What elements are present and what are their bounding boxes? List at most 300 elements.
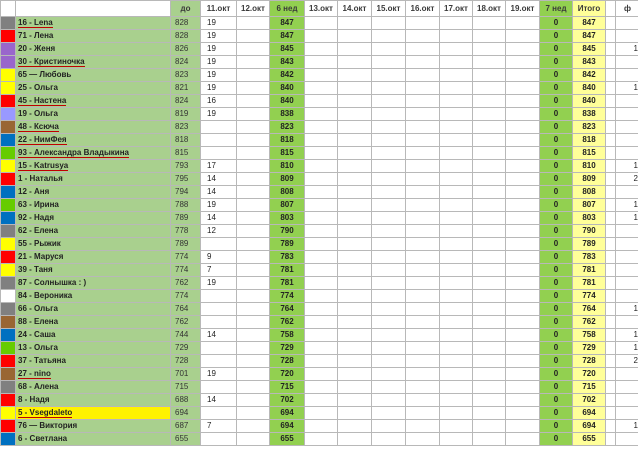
- oct11-value-cell[interactable]: [201, 121, 237, 134]
- oct11-value-cell[interactable]: 14: [201, 173, 237, 186]
- oct13-value-cell[interactable]: [305, 186, 338, 199]
- oct14-value-cell[interactable]: [338, 173, 372, 186]
- extra-value-cell[interactable]: [616, 433, 638, 446]
- oct13-value-cell[interactable]: [305, 173, 338, 186]
- week7-value-cell[interactable]: 0: [540, 433, 573, 446]
- oct17-value-cell[interactable]: [440, 290, 473, 303]
- oct13-value-cell[interactable]: [305, 251, 338, 264]
- oct13-value-cell[interactable]: [305, 147, 338, 160]
- do-value-cell[interactable]: 728: [171, 355, 201, 368]
- week6-value-cell[interactable]: 847: [270, 17, 305, 30]
- oct19-value-cell[interactable]: [506, 264, 540, 277]
- oct12-value-cell[interactable]: [237, 69, 270, 82]
- oct13-value-cell[interactable]: [305, 433, 338, 446]
- oct11-value-cell[interactable]: 19: [201, 368, 237, 381]
- oct18-value-cell[interactable]: [473, 433, 506, 446]
- oct13-value-cell[interactable]: [305, 407, 338, 420]
- oct19-value-cell[interactable]: [506, 303, 540, 316]
- total-value-cell[interactable]: 729: [573, 342, 606, 355]
- oct17-value-cell[interactable]: [440, 69, 473, 82]
- oct19-value-cell[interactable]: [506, 238, 540, 251]
- oct18-value-cell[interactable]: [473, 355, 506, 368]
- oct19-value-cell[interactable]: [506, 121, 540, 134]
- oct18-value-cell[interactable]: [473, 368, 506, 381]
- oct16-value-cell[interactable]: [406, 147, 440, 160]
- participant-name-cell[interactable]: [16, 56, 171, 69]
- oct16-value-cell[interactable]: [406, 381, 440, 394]
- oct18-value-cell[interactable]: [473, 394, 506, 407]
- oct13-value-cell[interactable]: [305, 108, 338, 121]
- week6-value-cell[interactable]: 823: [270, 121, 305, 134]
- week6-value-cell[interactable]: 803: [270, 212, 305, 225]
- extra-value-cell[interactable]: [616, 277, 638, 290]
- oct17-value-cell[interactable]: [440, 173, 473, 186]
- oct18-value-cell[interactable]: [473, 342, 506, 355]
- participant-name-cell[interactable]: [16, 368, 171, 381]
- extra-value-cell[interactable]: [616, 95, 638, 108]
- oct16-value-cell[interactable]: [406, 56, 440, 69]
- week6-value-cell[interactable]: 809: [270, 173, 305, 186]
- participant-name-cell[interactable]: [16, 407, 171, 420]
- oct18-value-cell[interactable]: [473, 43, 506, 56]
- week6-value-cell[interactable]: 783: [270, 251, 305, 264]
- oct13-value-cell[interactable]: [305, 17, 338, 30]
- participant-name-cell[interactable]: [16, 225, 171, 238]
- oct12-value-cell[interactable]: [237, 43, 270, 56]
- do-value-cell[interactable]: 824: [171, 95, 201, 108]
- oct15-value-cell[interactable]: [372, 121, 406, 134]
- week7-value-cell[interactable]: 0: [540, 69, 573, 82]
- oct12-value-cell[interactable]: [237, 108, 270, 121]
- oct17-value-cell[interactable]: [440, 277, 473, 290]
- header-oct13[interactable]: 13.окт: [305, 1, 338, 17]
- week7-value-cell[interactable]: 0: [540, 290, 573, 303]
- oct12-value-cell[interactable]: [237, 342, 270, 355]
- week7-value-cell[interactable]: 0: [540, 147, 573, 160]
- oct11-value-cell[interactable]: 19: [201, 108, 237, 121]
- oct19-value-cell[interactable]: [506, 108, 540, 121]
- oct13-value-cell[interactable]: [305, 56, 338, 69]
- total-value-cell[interactable]: 847: [573, 17, 606, 30]
- oct12-value-cell[interactable]: [237, 420, 270, 433]
- extra-value-cell[interactable]: [616, 407, 638, 420]
- oct14-value-cell[interactable]: [338, 329, 372, 342]
- participant-name-cell[interactable]: [16, 238, 171, 251]
- extra-value-cell[interactable]: [616, 316, 638, 329]
- oct15-value-cell[interactable]: [372, 381, 406, 394]
- oct19-value-cell[interactable]: [506, 69, 540, 82]
- color-swatch-cell[interactable]: [1, 69, 16, 82]
- week7-value-cell[interactable]: 0: [540, 407, 573, 420]
- oct11-value-cell[interactable]: 7: [201, 264, 237, 277]
- oct13-value-cell[interactable]: [305, 121, 338, 134]
- oct11-value-cell[interactable]: 19: [201, 277, 237, 290]
- oct16-value-cell[interactable]: [406, 433, 440, 446]
- oct12-value-cell[interactable]: [237, 173, 270, 186]
- week7-value-cell[interactable]: 0: [540, 30, 573, 43]
- total-value-cell[interactable]: 694: [573, 407, 606, 420]
- oct15-value-cell[interactable]: [372, 30, 406, 43]
- oct17-value-cell[interactable]: [440, 251, 473, 264]
- do-value-cell[interactable]: 774: [171, 290, 201, 303]
- oct17-value-cell[interactable]: [440, 342, 473, 355]
- oct19-value-cell[interactable]: [506, 173, 540, 186]
- week7-value-cell[interactable]: 0: [540, 43, 573, 56]
- color-swatch-cell[interactable]: [1, 82, 16, 95]
- oct16-value-cell[interactable]: [406, 173, 440, 186]
- oct13-value-cell[interactable]: [305, 238, 338, 251]
- extra-value-cell[interactable]: [616, 134, 638, 147]
- oct17-value-cell[interactable]: [440, 134, 473, 147]
- total-value-cell[interactable]: 774: [573, 290, 606, 303]
- extra-value-cell[interactable]: [616, 186, 638, 199]
- oct14-value-cell[interactable]: [338, 277, 372, 290]
- oct14-value-cell[interactable]: [338, 160, 372, 173]
- week7-value-cell[interactable]: 0: [540, 355, 573, 368]
- oct14-value-cell[interactable]: [338, 303, 372, 316]
- week7-value-cell[interactable]: 0: [540, 121, 573, 134]
- oct18-value-cell[interactable]: [473, 277, 506, 290]
- do-value-cell[interactable]: 789: [171, 238, 201, 251]
- color-swatch-cell[interactable]: [1, 147, 16, 160]
- extra-value-cell[interactable]: [616, 121, 638, 134]
- oct18-value-cell[interactable]: [473, 186, 506, 199]
- oct16-value-cell[interactable]: [406, 394, 440, 407]
- total-value-cell[interactable]: 810: [573, 160, 606, 173]
- color-swatch-cell[interactable]: [1, 264, 16, 277]
- week7-value-cell[interactable]: 0: [540, 56, 573, 69]
- oct11-value-cell[interactable]: [201, 342, 237, 355]
- oct17-value-cell[interactable]: [440, 95, 473, 108]
- participant-name-cell[interactable]: [16, 160, 171, 173]
- oct14-value-cell[interactable]: [338, 316, 372, 329]
- week6-value-cell[interactable]: 807: [270, 199, 305, 212]
- oct17-value-cell[interactable]: [440, 394, 473, 407]
- oct11-value-cell[interactable]: [201, 407, 237, 420]
- oct16-value-cell[interactable]: [406, 420, 440, 433]
- oct13-value-cell[interactable]: [305, 290, 338, 303]
- oct12-value-cell[interactable]: [237, 30, 270, 43]
- extra-value-cell[interactable]: 2: [616, 355, 638, 368]
- oct13-value-cell[interactable]: [305, 394, 338, 407]
- oct16-value-cell[interactable]: [406, 186, 440, 199]
- oct19-value-cell[interactable]: [506, 17, 540, 30]
- oct17-value-cell[interactable]: [440, 121, 473, 134]
- oct15-value-cell[interactable]: [372, 160, 406, 173]
- oct17-value-cell[interactable]: [440, 82, 473, 95]
- oct15-value-cell[interactable]: [372, 199, 406, 212]
- oct15-value-cell[interactable]: [372, 225, 406, 238]
- oct17-value-cell[interactable]: [440, 160, 473, 173]
- do-value-cell[interactable]: 818: [171, 134, 201, 147]
- participant-name-cell[interactable]: [16, 108, 171, 121]
- oct14-value-cell[interactable]: [338, 264, 372, 277]
- oct17-value-cell[interactable]: [440, 420, 473, 433]
- oct18-value-cell[interactable]: [473, 303, 506, 316]
- header-oct16[interactable]: 16.окт: [406, 1, 440, 17]
- oct13-value-cell[interactable]: [305, 69, 338, 82]
- participant-name-cell[interactable]: [16, 316, 171, 329]
- oct11-value-cell[interactable]: 12: [201, 225, 237, 238]
- header-week6[interactable]: 6 нед: [270, 1, 305, 17]
- oct19-value-cell[interactable]: [506, 277, 540, 290]
- week7-value-cell[interactable]: 0: [540, 95, 573, 108]
- week6-value-cell[interactable]: 789: [270, 238, 305, 251]
- total-value-cell[interactable]: 720: [573, 368, 606, 381]
- do-value-cell[interactable]: 764: [171, 303, 201, 316]
- header-do[interactable]: до: [171, 1, 201, 17]
- extra-value-cell[interactable]: 2: [616, 173, 638, 186]
- oct13-value-cell[interactable]: [305, 160, 338, 173]
- oct19-value-cell[interactable]: [506, 147, 540, 160]
- oct18-value-cell[interactable]: [473, 134, 506, 147]
- do-value-cell[interactable]: 828: [171, 17, 201, 30]
- oct12-value-cell[interactable]: [237, 212, 270, 225]
- oct11-value-cell[interactable]: 19: [201, 17, 237, 30]
- oct14-value-cell[interactable]: [338, 355, 372, 368]
- color-swatch-cell[interactable]: [1, 121, 16, 134]
- oct18-value-cell[interactable]: [473, 264, 506, 277]
- oct18-value-cell[interactable]: [473, 30, 506, 43]
- oct19-value-cell[interactable]: [506, 199, 540, 212]
- oct13-value-cell[interactable]: [305, 420, 338, 433]
- extra-value-cell[interactable]: 1: [616, 43, 638, 56]
- oct19-value-cell[interactable]: [506, 225, 540, 238]
- do-value-cell[interactable]: 694: [171, 407, 201, 420]
- oct15-value-cell[interactable]: [372, 316, 406, 329]
- oct12-value-cell[interactable]: [237, 264, 270, 277]
- extra-value-cell[interactable]: 1: [616, 329, 638, 342]
- oct12-value-cell[interactable]: [237, 394, 270, 407]
- oct14-value-cell[interactable]: [338, 407, 372, 420]
- participant-name-cell[interactable]: [16, 30, 171, 43]
- color-swatch-cell[interactable]: [1, 420, 16, 433]
- week7-value-cell[interactable]: 0: [540, 225, 573, 238]
- oct14-value-cell[interactable]: [338, 56, 372, 69]
- oct19-value-cell[interactable]: [506, 134, 540, 147]
- oct11-value-cell[interactable]: 14: [201, 394, 237, 407]
- color-swatch-cell[interactable]: [1, 186, 16, 199]
- oct17-value-cell[interactable]: [440, 17, 473, 30]
- oct11-value-cell[interactable]: [201, 290, 237, 303]
- oct16-value-cell[interactable]: [406, 303, 440, 316]
- participant-name-cell[interactable]: [16, 69, 171, 82]
- oct15-value-cell[interactable]: [372, 264, 406, 277]
- participant-name-cell[interactable]: [16, 173, 171, 186]
- do-value-cell[interactable]: 715: [171, 381, 201, 394]
- oct12-value-cell[interactable]: [237, 290, 270, 303]
- oct16-value-cell[interactable]: [406, 69, 440, 82]
- extra-value-cell[interactable]: [616, 147, 638, 160]
- oct18-value-cell[interactable]: [473, 238, 506, 251]
- oct16-value-cell[interactable]: [406, 238, 440, 251]
- oct17-value-cell[interactable]: [440, 186, 473, 199]
- week7-value-cell[interactable]: 0: [540, 238, 573, 251]
- oct18-value-cell[interactable]: [473, 160, 506, 173]
- color-swatch-cell[interactable]: [1, 108, 16, 121]
- color-swatch-cell[interactable]: [1, 290, 16, 303]
- oct13-value-cell[interactable]: [305, 30, 338, 43]
- oct14-value-cell[interactable]: [338, 121, 372, 134]
- participant-name-cell[interactable]: [16, 303, 171, 316]
- oct19-value-cell[interactable]: [506, 316, 540, 329]
- week7-value-cell[interactable]: 0: [540, 342, 573, 355]
- oct15-value-cell[interactable]: [372, 329, 406, 342]
- participant-name-cell[interactable]: [16, 329, 171, 342]
- extra-value-cell[interactable]: [616, 394, 638, 407]
- week7-value-cell[interactable]: 0: [540, 199, 573, 212]
- color-swatch-cell[interactable]: [1, 394, 16, 407]
- oct14-value-cell[interactable]: [338, 108, 372, 121]
- do-value-cell[interactable]: 795: [171, 173, 201, 186]
- participant-name-cell[interactable]: [16, 342, 171, 355]
- participant-name-cell[interactable]: [16, 394, 171, 407]
- total-value-cell[interactable]: 762: [573, 316, 606, 329]
- oct15-value-cell[interactable]: [372, 56, 406, 69]
- oct15-value-cell[interactable]: [372, 303, 406, 316]
- header-extra[interactable]: ф: [616, 1, 638, 17]
- total-value-cell[interactable]: 781: [573, 277, 606, 290]
- oct15-value-cell[interactable]: [372, 251, 406, 264]
- oct12-value-cell[interactable]: [237, 134, 270, 147]
- week6-value-cell[interactable]: 838: [270, 108, 305, 121]
- oct11-value-cell[interactable]: 19: [201, 82, 237, 95]
- oct11-value-cell[interactable]: [201, 316, 237, 329]
- oct17-value-cell[interactable]: [440, 433, 473, 446]
- week6-value-cell[interactable]: 847: [270, 30, 305, 43]
- oct15-value-cell[interactable]: [372, 407, 406, 420]
- extra-value-cell[interactable]: [616, 69, 638, 82]
- oct12-value-cell[interactable]: [237, 95, 270, 108]
- participant-name-cell[interactable]: [16, 212, 171, 225]
- week6-value-cell[interactable]: 720: [270, 368, 305, 381]
- extra-value-cell[interactable]: 1: [616, 303, 638, 316]
- participant-name-cell[interactable]: [16, 121, 171, 134]
- oct11-value-cell[interactable]: 9: [201, 251, 237, 264]
- participant-name-cell[interactable]: [16, 251, 171, 264]
- oct16-value-cell[interactable]: [406, 108, 440, 121]
- oct14-value-cell[interactable]: [338, 186, 372, 199]
- total-value-cell[interactable]: 655: [573, 433, 606, 446]
- do-value-cell[interactable]: 687: [171, 420, 201, 433]
- oct19-value-cell[interactable]: [506, 394, 540, 407]
- oct19-value-cell[interactable]: [506, 212, 540, 225]
- color-swatch-cell[interactable]: [1, 433, 16, 446]
- oct14-value-cell[interactable]: [338, 134, 372, 147]
- oct12-value-cell[interactable]: [237, 303, 270, 316]
- extra-value-cell[interactable]: [616, 368, 638, 381]
- color-swatch-cell[interactable]: [1, 355, 16, 368]
- oct17-value-cell[interactable]: [440, 407, 473, 420]
- oct19-value-cell[interactable]: [506, 95, 540, 108]
- participant-name-cell[interactable]: [16, 82, 171, 95]
- oct12-value-cell[interactable]: [237, 225, 270, 238]
- extra-value-cell[interactable]: [616, 290, 638, 303]
- oct16-value-cell[interactable]: [406, 251, 440, 264]
- oct13-value-cell[interactable]: [305, 264, 338, 277]
- week6-value-cell[interactable]: 810: [270, 160, 305, 173]
- oct19-value-cell[interactable]: [506, 407, 540, 420]
- oct14-value-cell[interactable]: [338, 82, 372, 95]
- oct14-value-cell[interactable]: [338, 30, 372, 43]
- week6-value-cell[interactable]: 715: [270, 381, 305, 394]
- week6-value-cell[interactable]: 774: [270, 290, 305, 303]
- oct16-value-cell[interactable]: [406, 121, 440, 134]
- week6-value-cell[interactable]: 694: [270, 407, 305, 420]
- total-value-cell[interactable]: 847: [573, 30, 606, 43]
- oct15-value-cell[interactable]: [372, 186, 406, 199]
- oct16-value-cell[interactable]: [406, 407, 440, 420]
- oct18-value-cell[interactable]: [473, 251, 506, 264]
- oct15-value-cell[interactable]: [372, 82, 406, 95]
- oct15-value-cell[interactable]: [372, 420, 406, 433]
- oct14-value-cell[interactable]: [338, 290, 372, 303]
- week6-value-cell[interactable]: 694: [270, 420, 305, 433]
- oct12-value-cell[interactable]: [237, 56, 270, 69]
- color-swatch-cell[interactable]: [1, 95, 16, 108]
- oct17-value-cell[interactable]: [440, 238, 473, 251]
- oct16-value-cell[interactable]: [406, 199, 440, 212]
- oct12-value-cell[interactable]: [237, 147, 270, 160]
- oct17-value-cell[interactable]: [440, 108, 473, 121]
- oct18-value-cell[interactable]: [473, 290, 506, 303]
- do-value-cell[interactable]: 778: [171, 225, 201, 238]
- extra-value-cell[interactable]: 1: [616, 212, 638, 225]
- oct15-value-cell[interactable]: [372, 173, 406, 186]
- participant-name-cell[interactable]: [16, 43, 171, 56]
- total-value-cell[interactable]: 815: [573, 147, 606, 160]
- oct17-value-cell[interactable]: [440, 381, 473, 394]
- oct19-value-cell[interactable]: [506, 160, 540, 173]
- total-value-cell[interactable]: 818: [573, 134, 606, 147]
- oct12-value-cell[interactable]: [237, 121, 270, 134]
- do-value-cell[interactable]: 815: [171, 147, 201, 160]
- oct15-value-cell[interactable]: [372, 134, 406, 147]
- header-oct15[interactable]: 15.окт: [372, 1, 406, 17]
- color-swatch-cell[interactable]: [1, 251, 16, 264]
- oct11-value-cell[interactable]: 19: [201, 199, 237, 212]
- week7-value-cell[interactable]: 0: [540, 329, 573, 342]
- week6-value-cell[interactable]: 790: [270, 225, 305, 238]
- oct12-value-cell[interactable]: [237, 160, 270, 173]
- oct11-value-cell[interactable]: [201, 303, 237, 316]
- oct16-value-cell[interactable]: [406, 355, 440, 368]
- week7-value-cell[interactable]: 0: [540, 108, 573, 121]
- extra-value-cell[interactable]: [616, 56, 638, 69]
- oct15-value-cell[interactable]: [372, 43, 406, 56]
- week6-value-cell[interactable]: 758: [270, 329, 305, 342]
- oct18-value-cell[interactable]: [473, 56, 506, 69]
- week6-value-cell[interactable]: 764: [270, 303, 305, 316]
- oct17-value-cell[interactable]: [440, 225, 473, 238]
- oct19-value-cell[interactable]: [506, 56, 540, 69]
- week7-value-cell[interactable]: 0: [540, 264, 573, 277]
- oct13-value-cell[interactable]: [305, 95, 338, 108]
- oct13-value-cell[interactable]: [305, 329, 338, 342]
- extra-value-cell[interactable]: 1: [616, 420, 638, 433]
- oct19-value-cell[interactable]: [506, 82, 540, 95]
- do-value-cell[interactable]: 688: [171, 394, 201, 407]
- oct17-value-cell[interactable]: [440, 368, 473, 381]
- oct18-value-cell[interactable]: [473, 316, 506, 329]
- participant-name-cell[interactable]: [16, 147, 171, 160]
- week6-value-cell[interactable]: 728: [270, 355, 305, 368]
- oct16-value-cell[interactable]: [406, 225, 440, 238]
- do-value-cell[interactable]: 762: [171, 316, 201, 329]
- total-value-cell[interactable]: 764: [573, 303, 606, 316]
- oct12-value-cell[interactable]: [237, 316, 270, 329]
- oct11-value-cell[interactable]: 14: [201, 329, 237, 342]
